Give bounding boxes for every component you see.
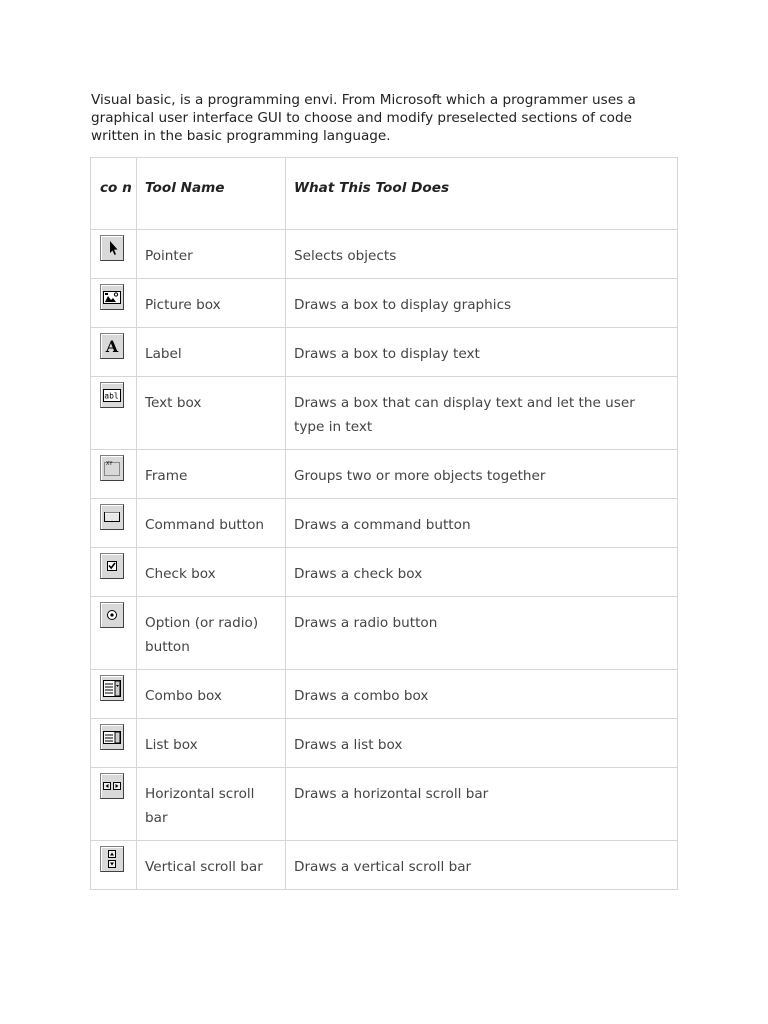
check-box-icon <box>100 553 124 579</box>
tool-name: Option (or radio) button <box>137 597 286 670</box>
header-tool-name: Tool Name <box>137 158 286 230</box>
svg-text:A: A <box>105 337 119 356</box>
tool-description: Draws a horizontal scroll bar <box>286 768 678 841</box>
tool-name: Label <box>137 328 286 377</box>
tool-description: Draws a combo box <box>286 670 678 719</box>
table-row <box>91 841 678 890</box>
frame-icon <box>100 455 124 481</box>
table-row <box>91 377 678 450</box>
option-button-icon <box>100 602 124 628</box>
tool-name: Picture box <box>137 279 286 328</box>
pointer-icon <box>100 235 124 261</box>
tool-name: Pointer <box>137 230 286 279</box>
svg-text:XY: XY <box>106 461 113 467</box>
tool-name: Horizontal scroll bar <box>137 768 286 841</box>
table-row <box>91 670 678 719</box>
table-row <box>91 719 678 768</box>
tool-description: Draws a box to display graphics <box>286 279 678 328</box>
tool-description: Draws a box to display text <box>286 328 678 377</box>
table-row <box>91 279 678 328</box>
tool-description: Draws a check box <box>286 548 678 597</box>
tool-name: List box <box>137 719 286 768</box>
table-row <box>91 450 678 499</box>
table-header-row <box>91 158 678 230</box>
intro-paragraph: Visual basic, is a programming envi. From Microsoft which a programmer uses a graphical user interface GUI to choose and modify preselected sections of code written in the basic programming language. <box>91 92 636 144</box>
tool-name: Check box <box>137 548 286 597</box>
tool-description: Groups two or more objects together <box>286 450 678 499</box>
table-row <box>91 768 678 841</box>
header-icon: co n <box>91 158 137 230</box>
tool-name: Command button <box>137 499 286 548</box>
tool-description: Draws a box that can display text and let the user type in text <box>286 377 678 450</box>
tool-description: Draws a list box <box>286 719 678 768</box>
picture-box-icon <box>100 284 124 310</box>
tool-description: Selects objects <box>286 230 678 279</box>
list-box-icon <box>100 724 124 750</box>
tool-name: Frame <box>137 450 286 499</box>
table-row <box>91 597 678 670</box>
vertical-scroll-bar-icon <box>100 846 124 872</box>
tool-description: Draws a command button <box>286 499 678 548</box>
combo-box-icon <box>100 675 124 701</box>
table-row <box>91 548 678 597</box>
label-icon <box>100 333 124 359</box>
horizontal-scroll-bar-icon <box>100 773 124 799</box>
tool-name: Combo box <box>137 670 286 719</box>
command-button-icon <box>100 504 124 530</box>
tool-name: Vertical scroll bar <box>137 841 286 890</box>
header-description: What This Tool Does <box>286 158 678 230</box>
tools-table <box>90 157 678 890</box>
tool-name: Text box <box>137 377 286 450</box>
table-row <box>91 328 678 377</box>
table-row <box>91 499 678 548</box>
tool-description: Draws a vertical scroll bar <box>286 841 678 890</box>
text-box-icon <box>100 382 124 408</box>
table-row <box>91 230 678 279</box>
tool-description: Draws a radio button <box>286 597 678 670</box>
svg-text:abl: abl <box>104 391 119 401</box>
